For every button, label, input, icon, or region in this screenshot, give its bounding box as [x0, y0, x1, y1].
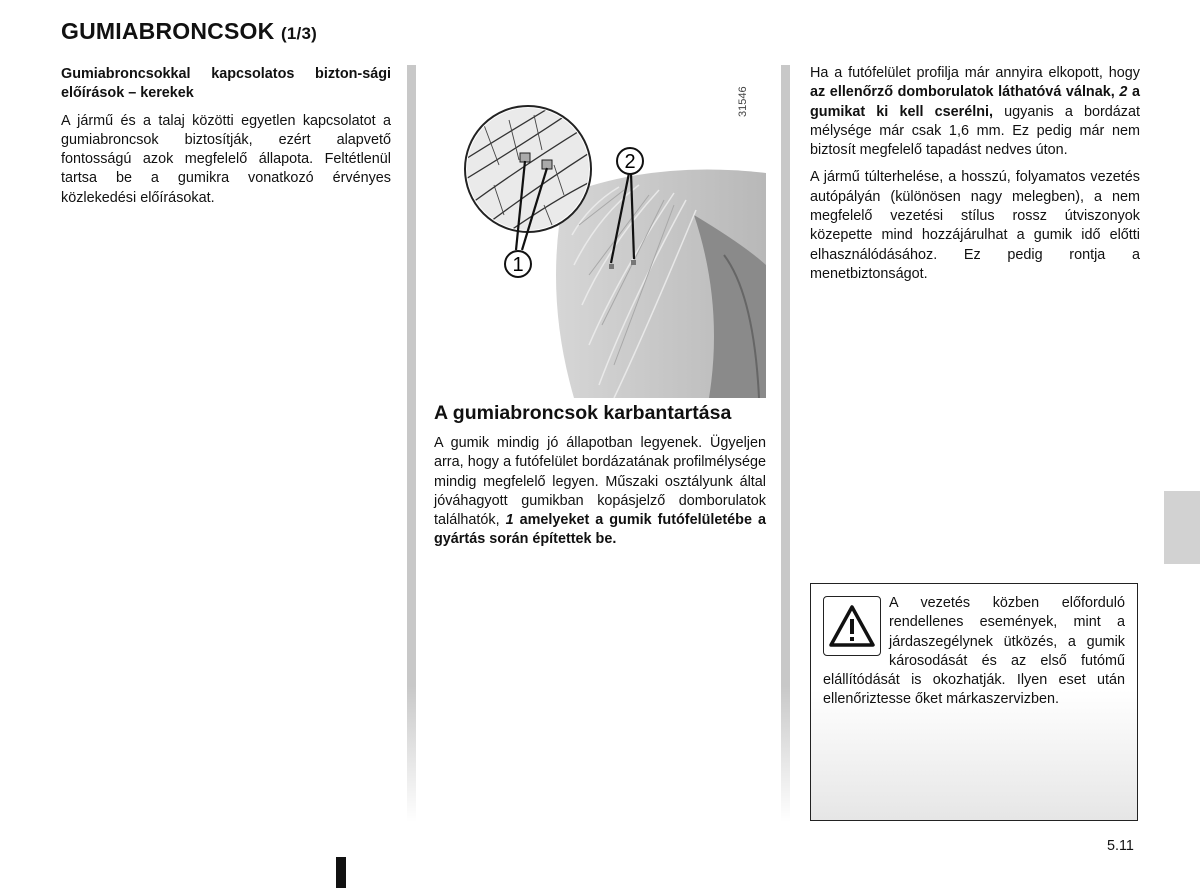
section-tab: [1164, 491, 1200, 564]
wear-causes-paragraph: A jármű túlterhelése, a hosszú, folyamatos vezetés autópályán (különösen nagy melegben), a nem megfelelő vezetési stílus rossz útviszonyok közepette mind hozzájárulhat a gumik idő előtti elhasználódásához. Ez pedig rontja a menetbiztonságot.: [810, 169, 1140, 282]
wear-text-e: ugyanis a bordázat mélysége már csak 1,6 mm. Ez pedig már nem biztosít megfelelő tapadást nedves úton.: [810, 103, 1140, 159]
callout-1-label: 1: [512, 254, 524, 276]
column-divider-left: [407, 65, 416, 822]
figure-reference-number: 31546: [737, 86, 749, 118]
tyre-drawing: [424, 65, 766, 398]
tyre-illustration: [424, 65, 766, 398]
middle-column: [434, 400, 766, 558]
page-title-part: (1/3): [281, 24, 317, 43]
maintenance-ref: 1: [505, 512, 514, 529]
safety-subheading: Gumiabroncsokkal kapcsolatos bizton-sági előírások – kerekek: [61, 66, 391, 102]
page-number: 5.11: [1107, 838, 1134, 854]
warning-triangle-icon: [823, 596, 881, 656]
wear-indicator-paragraph: [810, 64, 1140, 160]
column-divider-right: [781, 65, 790, 822]
warning-box: [810, 583, 1138, 821]
wear-text-b: az ellenőrző domborulatok láthatóvá válnak,: [810, 84, 1120, 101]
page-title: [61, 18, 317, 45]
page-title-main: GUMIABRONCSOK: [61, 18, 275, 44]
maintenance-text-bold: amelyeket a gumik futófelületébe a gyártás során építettek be.: [434, 512, 766, 548]
maintenance-heading: A gumiabroncsok karbantartása: [434, 402, 732, 424]
right-column: [810, 64, 1140, 292]
wear-text-d: a gumikat ki kell cserélni,: [810, 84, 1140, 120]
safety-paragraph: A jármű és a talaj közötti egyetlen kapcsolatot a gumiabroncsok biztosítják, ezért alapvető fontosságú azok megfelelő állapota. Feltétlenül tartsa be a gumikra vonatkozó érvényes közlekedési előírásokat.: [61, 112, 391, 206]
maintenance-text: A gumik mindig jó állapotban legyenek. Ügyeljen arra, hogy a futófelület bordázatának profilmélysége mindig megfelelő legyen. Műszaki osztályunk által jóváhagyott gumikban kopásjelző domborulatok találhatók,: [434, 435, 766, 529]
print-mark: [336, 857, 346, 888]
wear-text-a: Ha a futófelület profilja már annyira elkopott, hogy: [810, 65, 1140, 81]
left-column: [61, 65, 391, 216]
wear-ref: 2: [1119, 84, 1128, 101]
callout-2-label: 2: [624, 151, 636, 173]
maintenance-paragraph: [434, 434, 766, 550]
warning-text: A vezetés közben előforduló rendellenes események, mint a járdaszegélynek ütközés, a gumik károsodását és az első futómű elállítódását is okozhatják. Ilyen eset után ellenőriztesse őket márkaszervizben.: [823, 595, 1125, 708]
